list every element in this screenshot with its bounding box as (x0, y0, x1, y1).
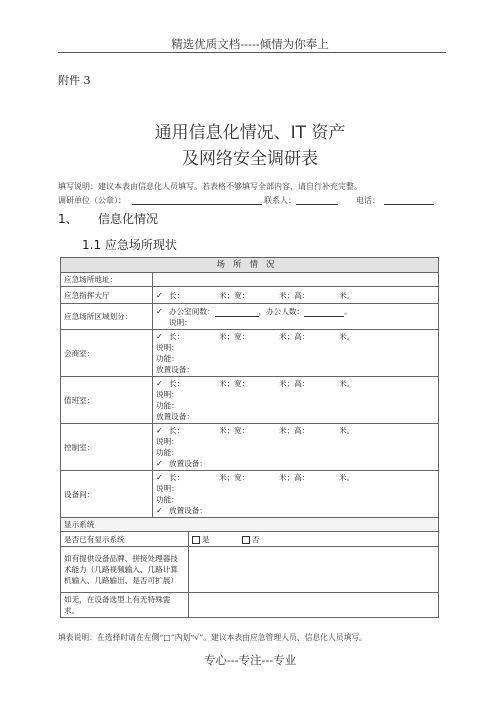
appendix-label: 附件 3 (58, 74, 91, 87)
height-label: 米；高： (279, 426, 310, 435)
command-hall-label: 应急指挥大厅 (61, 287, 153, 304)
office-count-label: 办公室间数： (169, 306, 215, 316)
place-equipment-label: 放置设备： (169, 459, 207, 468)
no-checkbox[interactable] (242, 536, 250, 544)
width-label: 米；宽： (219, 332, 250, 341)
display-system-section: 显示系统 (61, 518, 439, 532)
place-equipment-label: 放置设备： (156, 365, 194, 374)
section-1-heading (58, 210, 158, 227)
width-label: 米；宽： (219, 379, 250, 388)
width-label: 米；宽： (219, 473, 250, 482)
check-icon: ✓ (156, 306, 163, 316)
check-icon: ✓ (156, 379, 163, 388)
section-1-1-heading: 1.1 应急场所现状 (82, 238, 177, 252)
width-label: 米；宽： (219, 290, 250, 300)
document-title-line2: 及网络安全调研表 (182, 149, 318, 169)
contact-label: 联系人： (264, 196, 296, 205)
contact-field[interactable] (296, 204, 338, 205)
length-label: 长： (169, 379, 185, 388)
people-count-label: ，办公人数： (258, 306, 305, 316)
length-label: 长： (169, 426, 185, 435)
document-title-line1: 通用信息化情况、IT 资产 (154, 123, 346, 143)
unit-field[interactable] (132, 204, 262, 205)
address-label: 应急场所地址： (61, 273, 153, 287)
unit-label: 调研单位（公章）： (58, 196, 126, 205)
display-exist-options (189, 532, 439, 547)
special-requirement-question: 如无，在设备选型上有无特殊需求。 (61, 593, 189, 618)
phone-field[interactable] (384, 204, 434, 205)
display-exist-question: 是否已有显示系统 (61, 532, 189, 547)
table-header: 场所情况 (61, 258, 439, 273)
special-requirement-field[interactable] (189, 593, 439, 618)
check-icon: ✓ (156, 332, 163, 341)
check-icon: ✓ (156, 426, 163, 435)
height-label: 米；高： (279, 379, 310, 388)
width-label: 米；宽： (219, 426, 250, 435)
meeting-room-field[interactable] (153, 330, 439, 377)
function-label: 功能： (156, 495, 179, 504)
no-label: 否 (252, 534, 260, 544)
height-label: 米；高： (279, 473, 310, 482)
fill-instructions: 填写说明：建议本表由信息化人员填写。若表格不够填写全部内容，请自行补充完整。 (58, 182, 362, 191)
function-label: 功能： (156, 354, 179, 363)
height-label: 米；高： (279, 290, 310, 300)
check-icon: ✓ (156, 290, 163, 300)
equipment-room-label: 设备间： (61, 471, 153, 518)
equipment-room-field[interactable] (153, 471, 439, 518)
duty-room-field[interactable] (153, 377, 439, 424)
meeting-room-label: 会商室： (61, 330, 153, 377)
header-rule (58, 52, 446, 53)
office-count-field[interactable] (215, 308, 259, 317)
height-label: 米；高： (279, 332, 310, 341)
command-hall-dims[interactable] (153, 287, 439, 304)
duty-room-label: 值班室： (61, 377, 153, 424)
meter-end-label: 米。 (339, 473, 355, 482)
check-icon: ✓ (156, 473, 163, 482)
survey-info-line (58, 195, 458, 207)
explain-label: 说明： (169, 317, 192, 327)
yes-label: 是 (202, 534, 210, 544)
people-count-field[interactable] (304, 308, 344, 317)
length-label: 长： (169, 332, 185, 341)
phone-label: 电话： (356, 196, 380, 205)
area-label: 应急场所区域划分： (61, 304, 153, 330)
function-label: 功能： (156, 401, 179, 410)
section-1-title: 信息化情况 (98, 212, 159, 226)
explain-label: 说明： (156, 437, 179, 446)
table-footnote: 填表说明：在选择时请在左侧“□”内划“√”。建议本表由应急管理人员、信息化人员填写。 (58, 633, 367, 642)
venue-status-table (60, 257, 439, 618)
area-field[interactable] (153, 304, 439, 330)
check-icon: ✓ (156, 459, 163, 468)
length-label: 长： (169, 290, 185, 300)
place-equipment-label: 放置设备： (169, 506, 207, 515)
page-header: 精选优质文档-----倾情为你奉上 (171, 37, 329, 51)
page-footer: 专心---专注---专业 (203, 653, 297, 667)
check-icon: ✓ (156, 506, 163, 515)
place-equipment-label: 放置设备： (156, 412, 194, 421)
explain-label: 说明： (156, 343, 179, 352)
explain-label: 说明： (156, 390, 179, 399)
yes-checkbox[interactable] (192, 536, 200, 544)
capability-field[interactable] (189, 547, 439, 593)
meter-end-label: 米。 (339, 426, 355, 435)
explain-label: 说明： (156, 484, 179, 493)
control-room-label: 控制室： (61, 424, 153, 471)
meter-end-label: 米。 (339, 379, 355, 388)
address-field[interactable] (153, 273, 439, 287)
section-1-number: 1、 (58, 212, 78, 226)
length-label: 长： (169, 473, 185, 482)
capability-question: 如有提供设备品牌、拼接处理器技术能力（几路视频输入、几路计算机输入、几路输出、是否可扩展） (61, 547, 189, 593)
function-label: 功能： (156, 448, 179, 457)
period: 。 (344, 306, 352, 316)
meter-end-label: 米。 (339, 332, 355, 341)
meter-end-label: 米。 (339, 290, 355, 300)
control-room-field[interactable] (153, 424, 439, 471)
